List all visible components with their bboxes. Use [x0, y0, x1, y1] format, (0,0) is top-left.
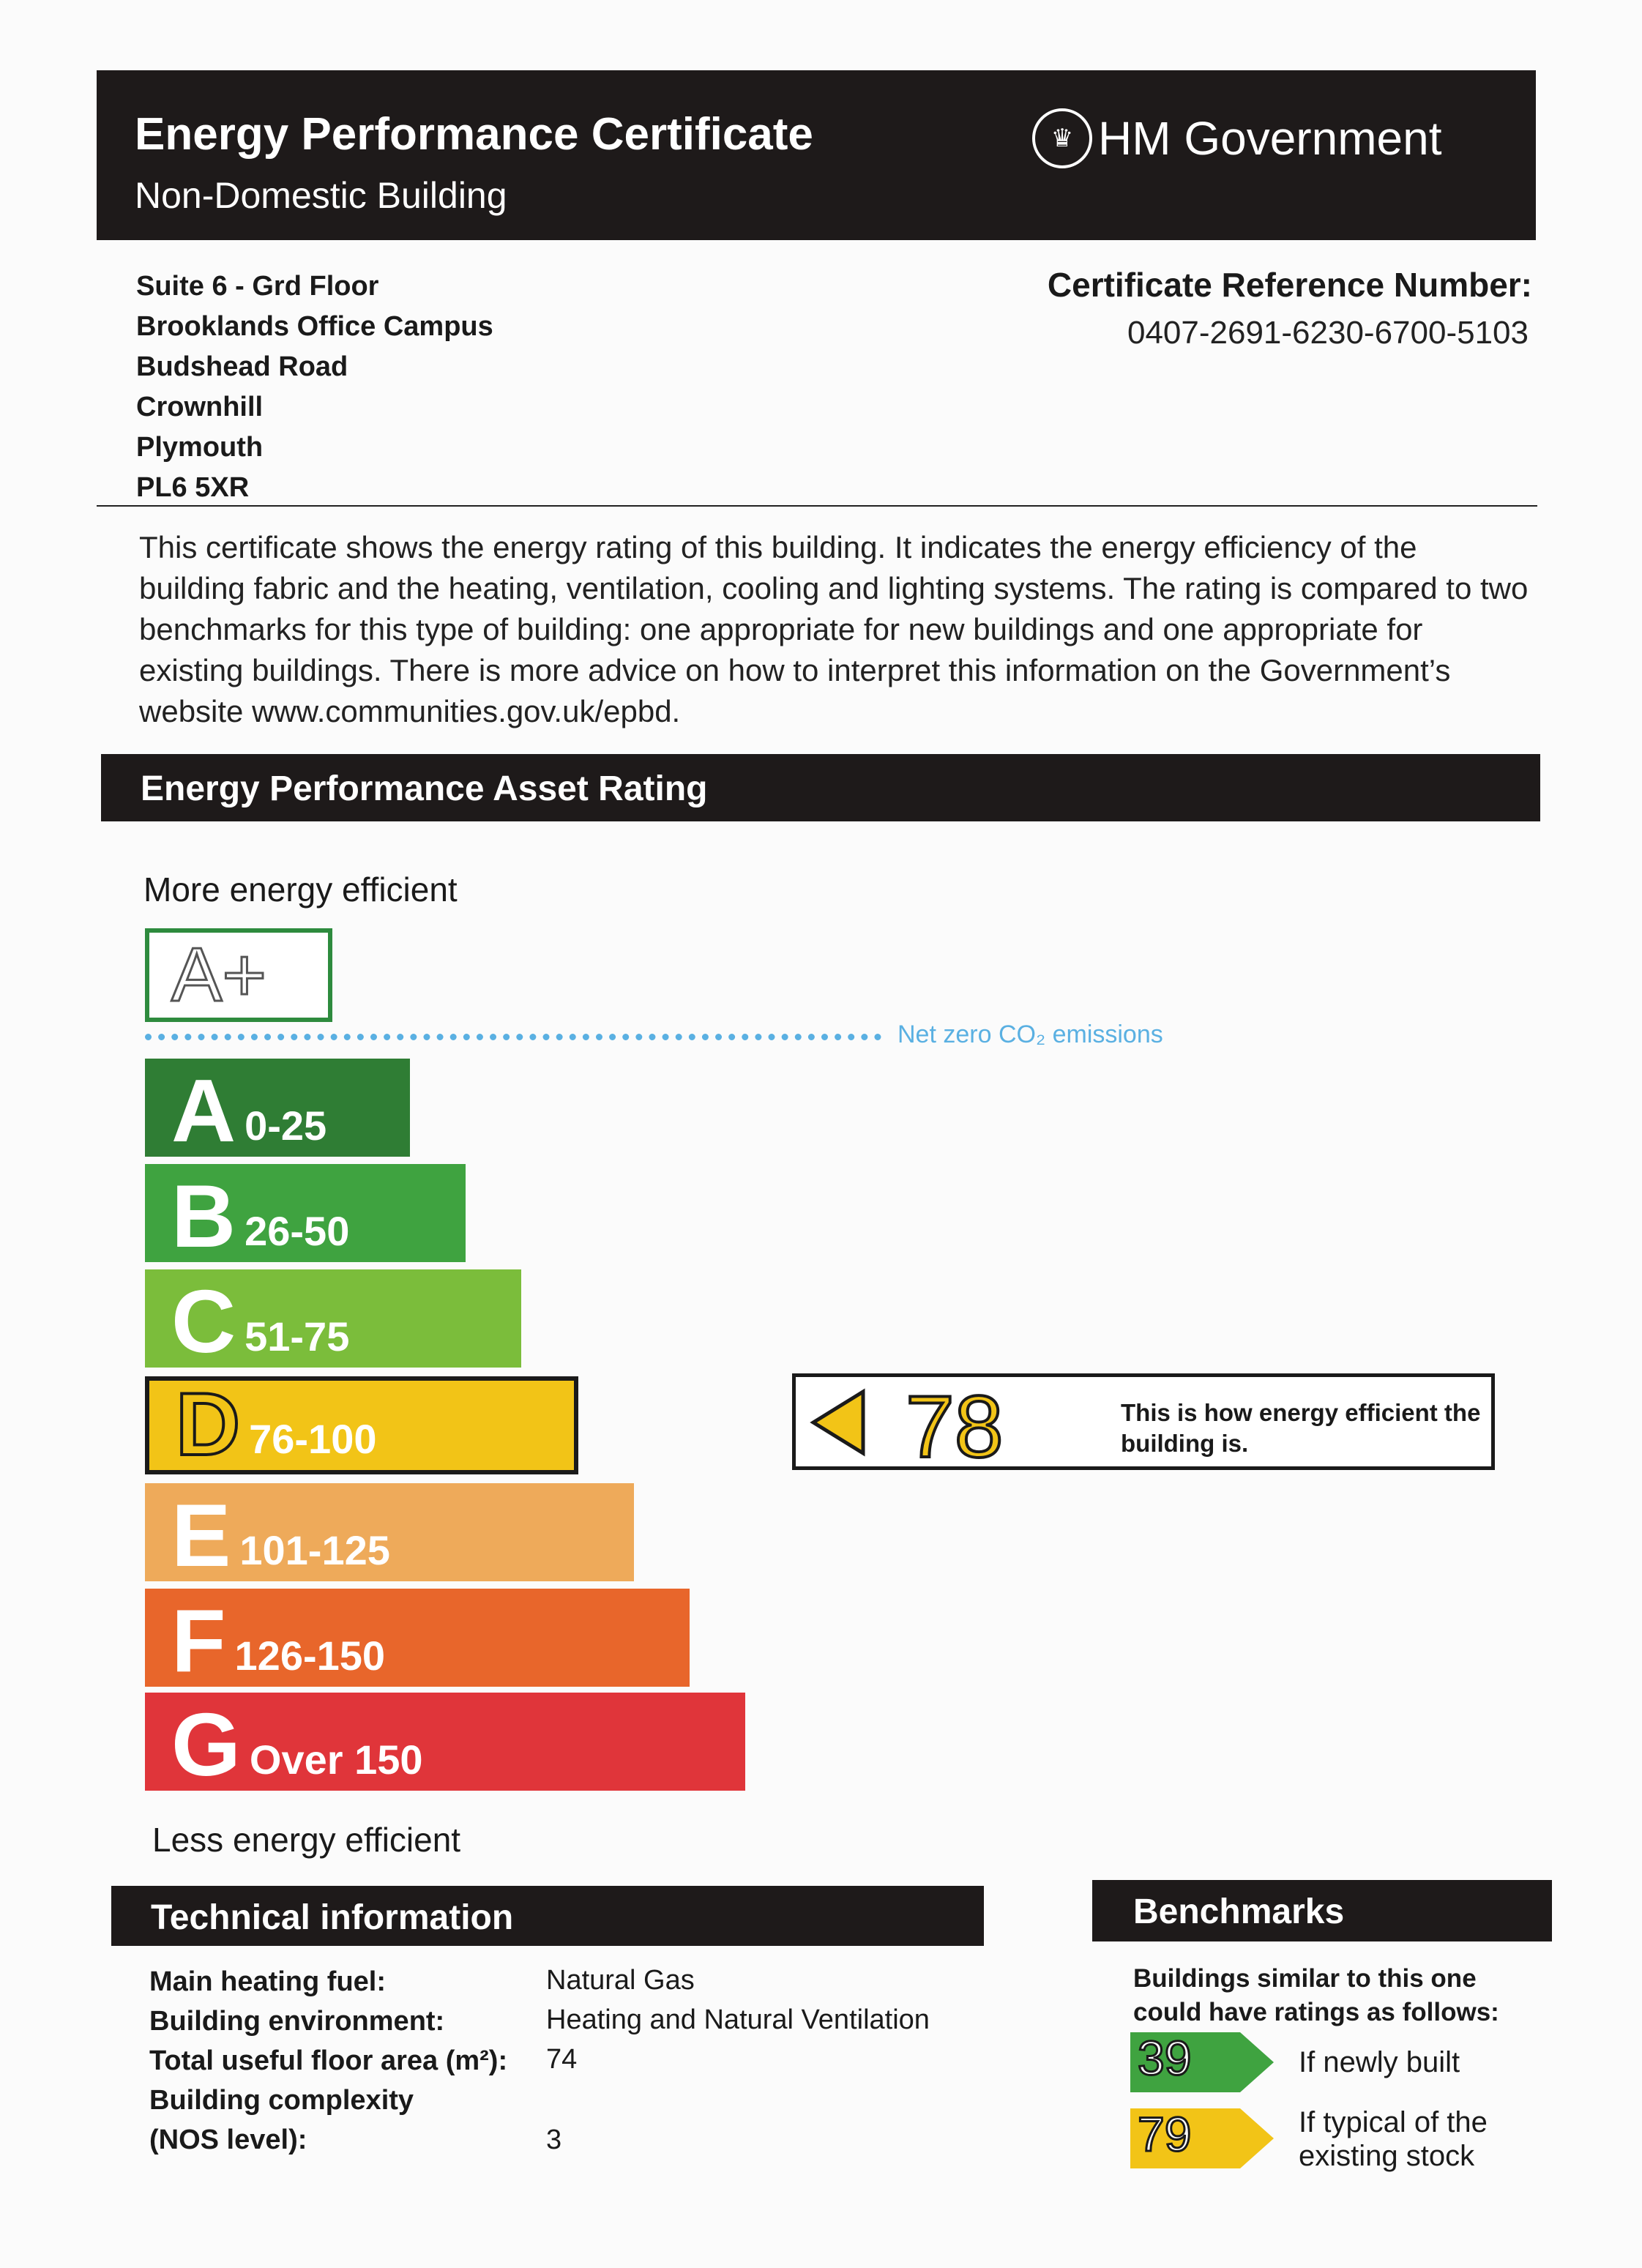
band-letter: B [171, 1166, 236, 1266]
asset-rating-title: Energy Performance Asset Rating [141, 769, 708, 808]
rating-band-a [145, 1059, 410, 1160]
current-rating-indicator [792, 1373, 1495, 1476]
address-line-1: Suite 6 - Grd Floor [136, 271, 379, 302]
more-efficient-label: More energy efficient [143, 870, 458, 909]
benchmarks-section-header [1092, 1880, 1552, 1941]
benchmark-new-badge [1130, 2032, 1277, 2092]
rating-band-c [145, 1269, 521, 1371]
tech-value: Heating and Natural Ventilation [546, 2004, 930, 2035]
address-line-2: Brooklands Office Campus [136, 311, 493, 342]
band-letter: F [171, 1591, 226, 1690]
rating-band-aplus [145, 928, 332, 1022]
benchmark-new-label: If newly built [1299, 2046, 1460, 2078]
certificate-reference-label: Certificate Reference Number: [1047, 266, 1532, 304]
tech-label: Building environment: [149, 2006, 445, 2037]
benchmarks-intro: Buildings similar to this one could have ratings as follows: [1133, 1964, 1499, 2026]
benchmark-existing-label: If typical of the existing stock [1299, 2106, 1488, 2172]
band-letter: E [171, 1485, 231, 1585]
rating-band-d [145, 1376, 578, 1474]
band-letter: G [171, 1695, 241, 1794]
benchmarks-title: Benchmarks [1133, 1892, 1345, 1931]
band-letter: D [176, 1374, 241, 1474]
band-range: 76-100 [249, 1416, 377, 1462]
certificate-title: Energy Performance Certificate [135, 109, 813, 160]
certificate-reference-number: 0407-2691-6230-6700-5103 [1127, 315, 1529, 351]
tech-value: Natural Gas [546, 1965, 695, 1996]
band-range: 51-75 [245, 1313, 350, 1359]
tech-value: 3 [546, 2125, 562, 2155]
less-efficient-label: Less energy efficient [152, 1821, 461, 1859]
band-range: 26-50 [245, 1208, 350, 1254]
address-line-4: Crownhill [136, 392, 264, 422]
tech-label: (NOS level): [149, 2125, 307, 2155]
pointer-arrow-icon [806, 1387, 887, 1458]
tech-value: 74 [546, 2044, 578, 2075]
address-line-5: Plymouth [136, 432, 264, 463]
royal-crest-icon: ♛ [1032, 108, 1092, 168]
rating-band-b [145, 1164, 466, 1266]
rating-band-e [145, 1483, 634, 1585]
band-range: 101-125 [239, 1527, 390, 1573]
tech-label: Main heating fuel: [149, 1966, 386, 1997]
technical-info-title: Technical information [151, 1898, 514, 1937]
address-postcode: PL6 5XR [136, 472, 250, 503]
band-range: 126-150 [234, 1633, 386, 1679]
hm-government-logo [1032, 108, 1441, 168]
band-letter: C [171, 1272, 236, 1371]
address-line-3: Budshead Road [136, 351, 348, 382]
current-rating-description: This is how energy efficient the building is. [1121, 1399, 1481, 1457]
intro-paragraph: This certificate shows the energy rating of this building. It indicates the energy efficiency of the building fabric and the heating, ventilation, cooling and lighting systems. The rating is compared to two benchmarks for this type of building: one appropriate for new buildings and one appropriate for existing buildings. There is more advice on how to interpret this information on the Government’s website www.communities.gov.uk/epbd. [139, 530, 1529, 728]
current-rating-value: 78 [906, 1378, 1004, 1476]
aplus-letter: A+ [171, 933, 267, 1018]
divider [97, 505, 1537, 507]
net-zero-divider [145, 1034, 881, 1040]
government-label: HM Government [1098, 112, 1442, 165]
tech-label: Total useful floor area (m²): [149, 2045, 508, 2076]
band-range: Over 150 [249, 1737, 423, 1783]
certificate-header [97, 70, 1536, 240]
band-letter: A [171, 1061, 236, 1160]
rating-band-f [145, 1589, 690, 1690]
asset-rating-section-header [101, 754, 1540, 821]
rating-band-g [145, 1693, 745, 1794]
tech-label: Building complexity [149, 2085, 414, 2116]
band-range: 0-25 [245, 1103, 327, 1149]
benchmark-new-value: 39 [1138, 2031, 1192, 2085]
net-zero-label: Net zero CO₂ emissions [897, 1021, 1163, 1048]
technical-info-section-header [111, 1886, 984, 1946]
benchmark-existing-badge [1130, 2108, 1277, 2168]
certificate-subtitle: Non-Domestic Building [135, 175, 507, 216]
benchmark-existing-value: 79 [1138, 2107, 1192, 2161]
